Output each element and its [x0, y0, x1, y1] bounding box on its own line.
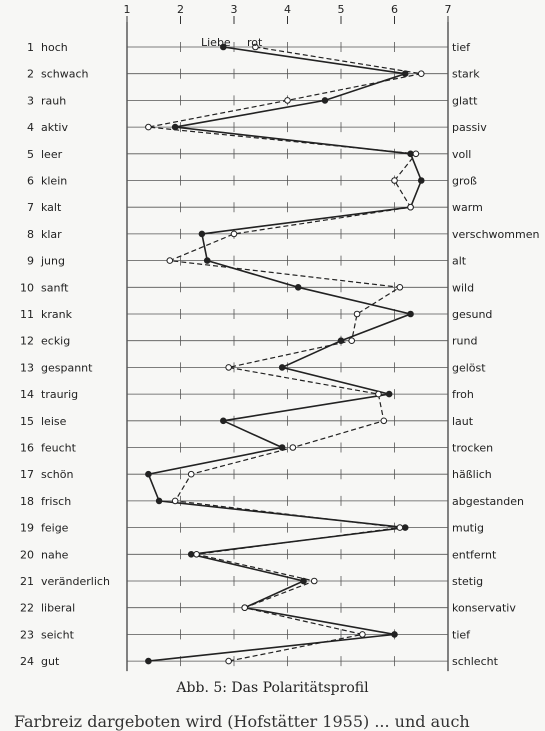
figure-caption: Abb. 5: Das Polaritätsprofil [176, 680, 369, 696]
data-point-series-0 [392, 632, 398, 638]
left-adjective-label: seicht [41, 628, 74, 642]
data-point-series-0 [408, 311, 414, 317]
right-adjective-label: warm [452, 201, 483, 215]
right-adjective-label: alt [452, 254, 467, 268]
left-adjective-label: kalt [41, 201, 62, 215]
data-point-series-0 [322, 98, 328, 104]
data-point-series-0 [221, 418, 227, 424]
right-adjective-label: rund [452, 334, 478, 348]
x-tick-label: 5 [337, 3, 345, 16]
data-point-series-1 [167, 258, 173, 264]
item-number: 19 [20, 521, 34, 535]
body-text-fragment: Farbreiz dargeboten wird (Hofstätter 1955) ... und auch [14, 712, 470, 731]
x-tick-label: 1 [123, 3, 131, 16]
left-adjective-label: nahe [41, 548, 69, 562]
data-point-series-1 [397, 285, 403, 291]
left-adjective-label: klein [41, 174, 68, 188]
item-number: 4 [27, 121, 34, 135]
item-number: 1 [27, 41, 34, 54]
data-point-series-1 [376, 391, 382, 397]
data-point-series-0 [156, 498, 162, 504]
right-adjective-label: abgestanden [452, 494, 524, 508]
data-point-series-0 [204, 258, 210, 264]
item-number: 6 [27, 174, 34, 188]
chart-labels [20, 3, 539, 668]
data-point-series-0 [279, 365, 285, 371]
right-adjective-label: häßlich [452, 468, 492, 482]
left-adjective-label: liberal [41, 601, 76, 615]
right-adjective-label: glatt [452, 94, 478, 108]
left-adjective-label: leer [41, 147, 63, 161]
data-point-series-1 [397, 525, 403, 531]
series-lines [148, 47, 421, 661]
data-point-series-0 [146, 471, 152, 477]
data-point-series-1 [188, 471, 194, 477]
item-number: 18 [20, 494, 34, 508]
right-adjective-label: tief [452, 628, 471, 642]
data-point-series-0 [172, 124, 178, 130]
data-point-series-1 [226, 365, 232, 371]
chart-grid [127, 16, 448, 671]
item-number: 15 [20, 414, 34, 428]
item-number: 10 [20, 281, 34, 295]
right-adjective-label: stetig [452, 575, 484, 588]
right-adjective-label: entfernt [452, 548, 497, 562]
data-point-series-0 [301, 578, 307, 584]
data-point-series-0 [295, 285, 301, 291]
left-adjective-label: sanft [41, 281, 69, 295]
left-adjective-label: leise [41, 414, 67, 428]
x-tick-label: 2 [177, 3, 184, 16]
data-point-series-1 [311, 578, 317, 584]
data-point-series-1 [285, 98, 291, 104]
data-point-series-1 [354, 311, 360, 317]
right-adjective-label: stark [452, 67, 480, 81]
right-adjective-label: passiv [452, 121, 487, 135]
data-point-series-0 [199, 231, 205, 237]
data-point-series-0 [279, 445, 285, 451]
left-adjective-label: aktiv [41, 121, 68, 135]
item-number: 16 [20, 441, 34, 455]
right-adjective-label: trocken [452, 441, 494, 455]
left-adjective-label: traurig [41, 388, 79, 402]
data-point-series-1 [381, 418, 387, 424]
right-adjective-label: gelöst [452, 361, 486, 375]
right-adjective-label: voll [452, 147, 472, 161]
left-adjective-label: feige [41, 521, 69, 535]
left-adjective-label: eckig [41, 334, 71, 348]
data-point-series-1 [349, 338, 355, 344]
data-point-series-0 [146, 658, 152, 664]
x-tick-label: 4 [284, 3, 291, 16]
right-adjective-label: laut [452, 414, 474, 428]
data-point-series-1 [172, 498, 178, 504]
item-number: 23 [20, 628, 34, 642]
data-point-series-0 [188, 552, 194, 558]
left-adjective-label: jung [41, 254, 65, 268]
data-point-series-0 [402, 71, 408, 77]
item-number: 12 [20, 334, 34, 348]
left-adjective-label: schwach [41, 67, 89, 81]
item-number: 17 [20, 468, 34, 482]
left-adjective-label: krank [41, 308, 72, 321]
right-adjective-label: verschwommen [452, 227, 540, 241]
series-points [146, 44, 424, 664]
data-point-series-1 [194, 552, 200, 558]
item-number: 2 [27, 67, 34, 81]
left-adjective-label: gespannt [41, 361, 93, 375]
item-number: 7 [27, 201, 34, 215]
left-adjective-label: klar [41, 227, 62, 241]
item-number: 9 [27, 254, 34, 268]
data-point-series-1 [231, 231, 237, 237]
data-point-series-1 [242, 605, 248, 611]
left-adjective-label: frisch [41, 494, 72, 508]
item-number: 3 [27, 94, 34, 108]
right-adjective-label: froh [452, 388, 474, 402]
right-adjective-label: groß [452, 174, 477, 188]
series-line-0 [148, 47, 421, 661]
left-adjective-label: feucht [41, 441, 76, 455]
right-adjective-label: gesund [452, 308, 493, 321]
right-adjective-label: tief [452, 41, 471, 54]
data-point-series-0 [402, 525, 408, 531]
data-point-series-0 [338, 338, 344, 344]
right-adjective-label: konservativ [452, 601, 516, 615]
item-number: 5 [27, 147, 34, 161]
x-tick-label: 3 [230, 3, 238, 16]
data-point-series-0 [418, 178, 424, 184]
item-number: 8 [27, 227, 34, 241]
data-point-series-0 [386, 391, 392, 397]
item-number: 11 [20, 308, 34, 321]
data-point-series-1 [146, 124, 152, 130]
item-number: 22 [20, 601, 34, 615]
data-point-series-1 [392, 178, 398, 184]
left-adjective-label: veränderlich [41, 575, 110, 588]
left-adjective-label: hoch [41, 41, 68, 54]
data-point-series-1 [360, 632, 366, 638]
x-tick-label: 7 [444, 3, 452, 16]
item-number: 24 [20, 655, 34, 669]
left-adjective-label: rauh [41, 94, 67, 108]
left-adjective-label: schön [41, 468, 74, 482]
item-number: 13 [20, 361, 34, 375]
data-point-series-1 [408, 204, 414, 210]
left-adjective-label: gut [41, 655, 60, 669]
data-point-series-1 [413, 151, 419, 157]
data-point-series-1 [418, 71, 424, 77]
series-label-liebe: Liebe [201, 36, 231, 49]
item-number: 20 [20, 548, 34, 562]
item-number: 14 [20, 388, 34, 402]
right-adjective-label: wild [452, 281, 475, 295]
x-tick-label: 6 [391, 3, 398, 16]
data-point-series-1 [290, 445, 296, 451]
data-point-series-0 [408, 151, 414, 157]
item-number: 21 [20, 575, 34, 588]
series-label-rot: rot [247, 36, 263, 49]
data-point-series-1 [226, 658, 232, 664]
right-adjective-label: mutig [452, 521, 485, 535]
right-adjective-label: schlecht [452, 655, 498, 669]
